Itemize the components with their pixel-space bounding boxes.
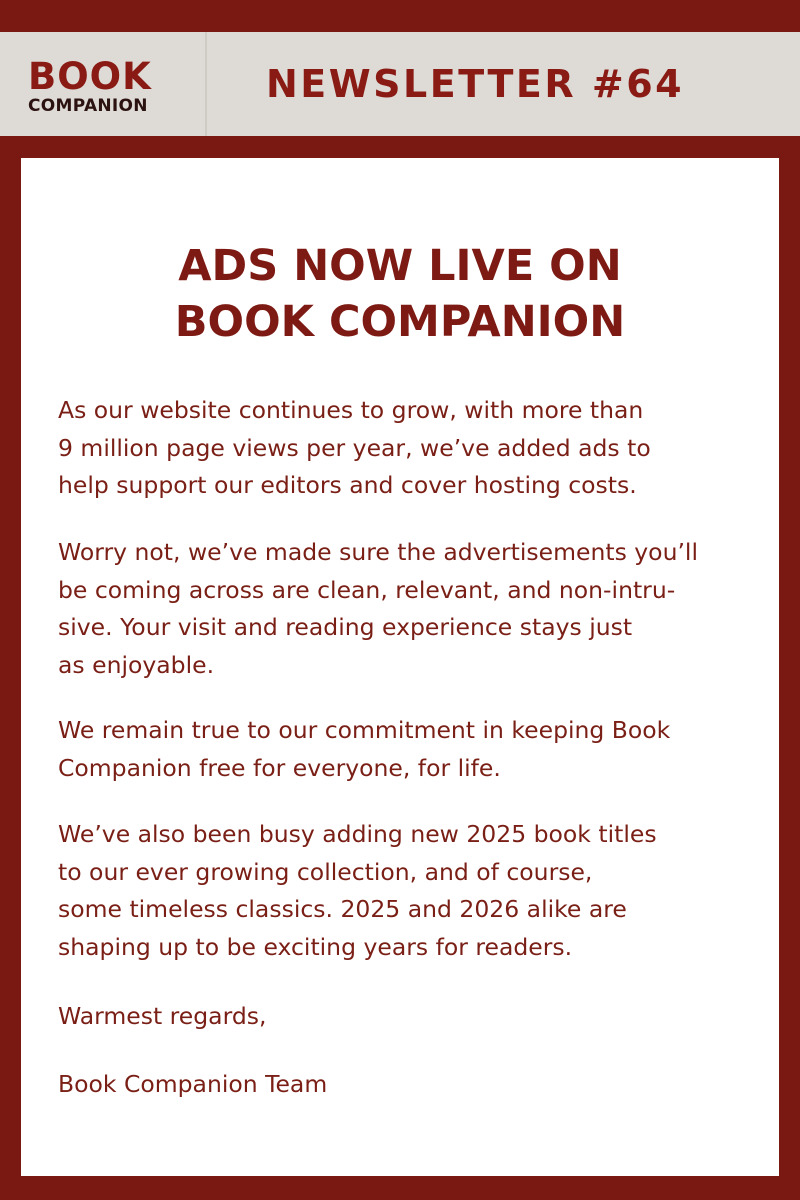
signature <box>58 1066 758 1104</box>
newsletter-header <box>0 32 800 136</box>
paragraph-line: As our website continues to grow, with more than <box>58 396 644 424</box>
logo-word-companion: COMPANION <box>28 96 148 116</box>
paragraph-line: some timeless classics. 2025 and 2026 alike are <box>58 895 627 923</box>
newsletter-title: NEWSLETTER #64 <box>266 62 685 106</box>
paragraph-new-titles <box>58 816 758 966</box>
paragraph-commitment <box>58 712 758 787</box>
paragraph-line: as enjoyable. <box>58 650 215 679</box>
headline-line: ADS NOW LIVE ON <box>178 241 622 291</box>
paragraph-line: Warmest regards, <box>58 1002 267 1030</box>
paragraph-growth <box>58 392 758 505</box>
paragraph-line: shaping up to be exciting years for readers. <box>58 932 573 961</box>
paragraph-line: help support our editors and cover hosting costs. <box>58 471 637 499</box>
paragraph-line: to our ever growing collection, and of course, <box>58 857 593 886</box>
paragraph-line: be coming across are clean, relevant, and non-intru- <box>58 575 676 604</box>
paragraph-line: Companion free for everyone, for life. <box>58 753 501 782</box>
book-companion-logo <box>0 32 207 136</box>
logo-word-book: BOOK <box>28 55 152 98</box>
closing-salutation <box>58 998 758 1036</box>
article-headline <box>21 238 779 350</box>
paragraph-line: We remain true to our commitment in keeping Book <box>58 716 671 744</box>
headline-line: BOOK COMPANION <box>174 297 626 347</box>
paragraph-line: 9 million page views per year, we’ve added ads to <box>58 433 651 462</box>
article-card <box>21 158 779 1176</box>
paragraph-line: We’ve also been busy adding new 2025 book titles <box>58 820 657 848</box>
paragraph-ads-quality <box>58 534 758 684</box>
paragraph-line: Worry not, we’ve made sure the advertisements you’ll <box>58 538 698 566</box>
paragraph-line: sive. Your visit and reading experience stays just <box>58 613 633 641</box>
paragraph-line: Book Companion Team <box>58 1070 328 1098</box>
